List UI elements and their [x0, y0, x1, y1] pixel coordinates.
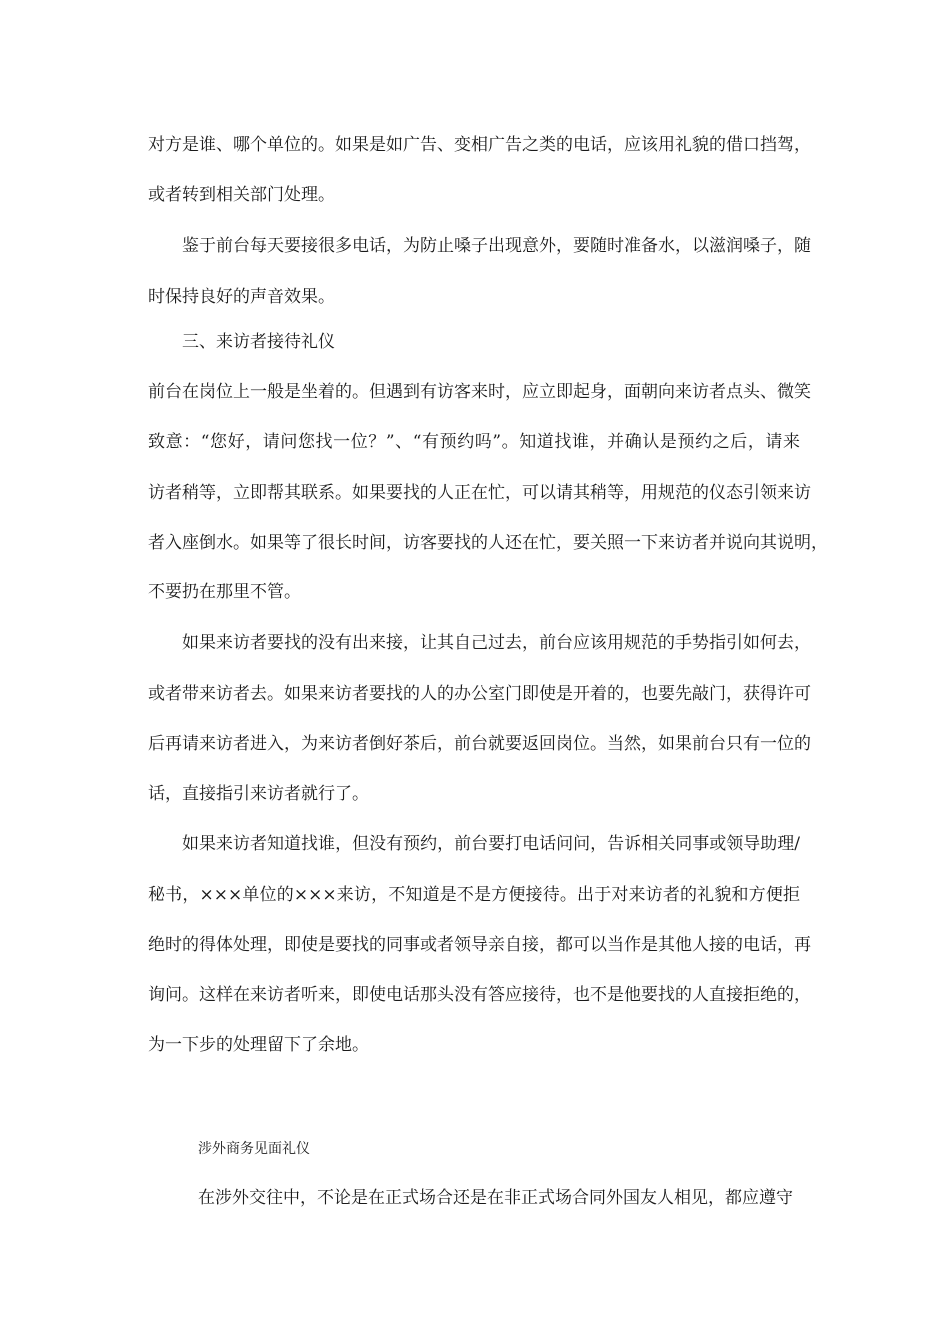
paragraph-line: 对方是谁、哪个单位的。如果是如广告、变相广告之类的电话，应该用礼貌的借口挡驾， — [148, 135, 811, 155]
section-heading: 涉外商务见面礼仪 — [198, 1141, 310, 1157]
paragraph-line: 秘书，×××单位的×××来访，不知道是不是方便接待。出于对来访者的礼貌和方便拒 — [148, 885, 800, 905]
paragraph-line: 或者带来访者去。如果来访者要找的人的办公室门即使是开着的，也要先敲门，获得许可 — [148, 684, 811, 704]
paragraph-line: 鉴于前台每天要接很多电话，为防止嗓子出现意外，要随时准备水，以滋润嗓子，随 — [182, 236, 811, 256]
paragraph-line: 询问。这样在来访者听来，即使电话那头没有答应接待，也不是他要找的人直接拒绝的， — [148, 985, 811, 1005]
paragraph-line: 或者转到相关部门处理。 — [148, 185, 335, 205]
paragraph-line: 者入座倒水。如果等了很长时间，访客要找的人还在忙，要关照一下来访者并说向其说明， — [148, 533, 828, 553]
paragraph-line: 为一下步的处理留下了余地。 — [148, 1035, 369, 1055]
paragraph-line: 致意：“您好，请问您找一位？”、“有预约吗”。知道找谁，并确认是预约之后，请来 — [148, 432, 800, 452]
section-heading: 三、来访者接待礼仪 — [182, 332, 335, 352]
paragraph-line: 话，直接指引来访者就行了。 — [148, 784, 369, 804]
paragraph-line: 前台在岗位上一般是坐着的。但遇到有访客来时，应立即起身，面朝向来访者点头、微笑 — [148, 382, 811, 402]
paragraph-line: 在涉外交往中，不论是在正式场合还是在非正式场合同外国友人相见，都应遵守 — [198, 1188, 793, 1208]
paragraph-line: 不要扔在那里不管。 — [148, 582, 301, 602]
paragraph-line: 访者稍等，立即帮其联系。如果要找的人正在忙，可以请其稍等，用规范的仪态引领来访 — [148, 483, 811, 503]
paragraph-line: 如果来访者要找的没有出来接，让其自己过去，前台应该用规范的手势指引如何去， — [182, 633, 811, 653]
paragraph-line: 后再请来访者进入，为来访者倒好茶后，前台就要返回岗位。当然，如果前台只有一位的 — [148, 734, 811, 754]
paragraph-line: 如果来访者知道找谁，但没有预约，前台要打电话问问，告诉相关同事或领导助理/ — [182, 834, 800, 854]
paragraph-line: 时保持良好的声音效果。 — [148, 287, 335, 307]
paragraph-line: 绝时的得体处理，即使是要找的同事或者领导亲自接，都可以当作是其他人接的电话，再 — [148, 935, 811, 955]
